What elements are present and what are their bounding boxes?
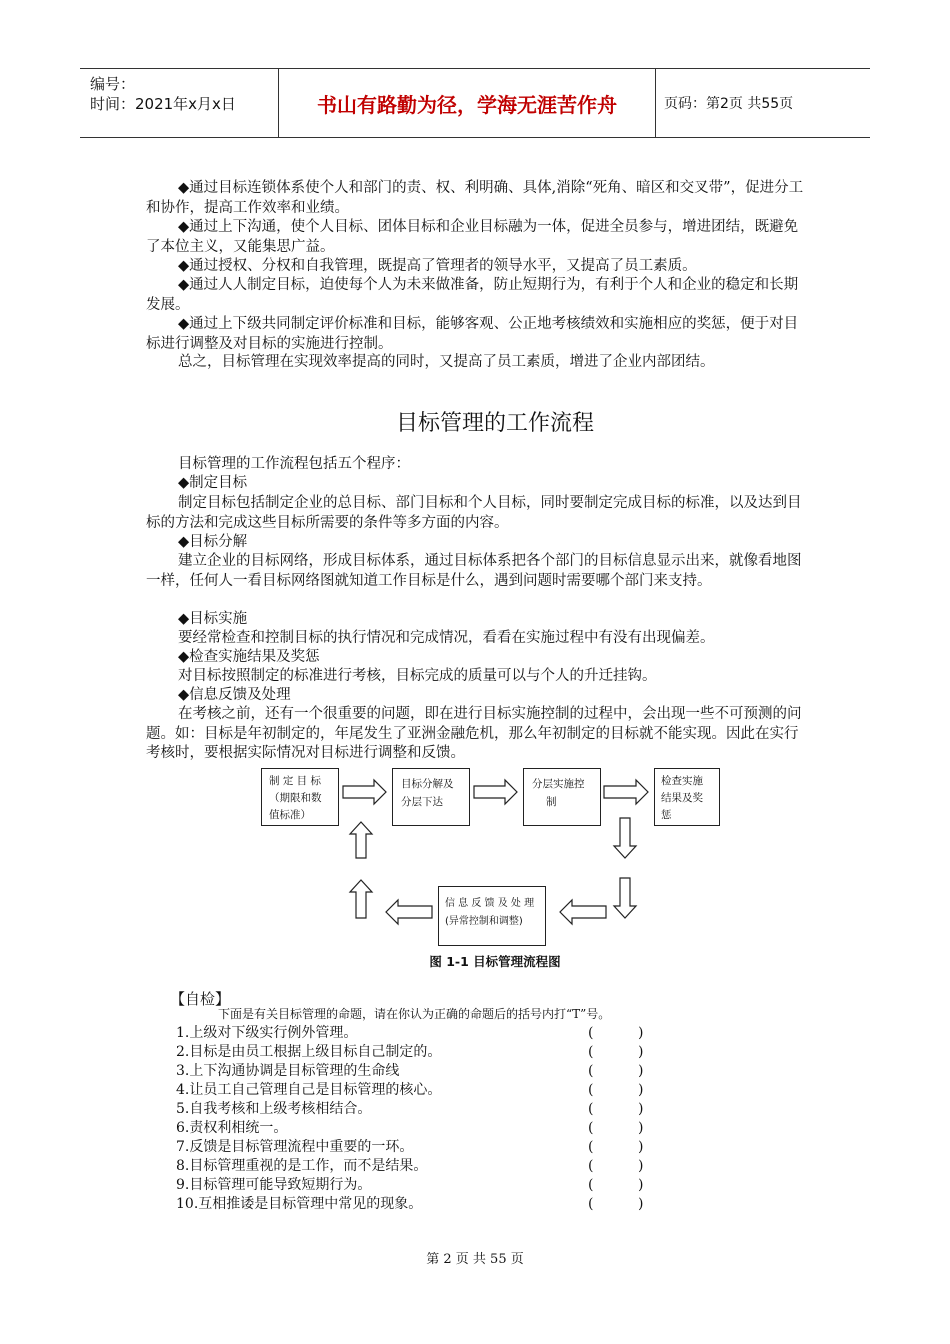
arrow-right-3 bbox=[604, 780, 648, 804]
answer-parens[interactable]: ( ) bbox=[588, 1044, 644, 1060]
step-text: 制定目标包括制定企业的总目标、部门目标和个人目标，同时要制定完成目标的标准，以及达到目标的方法和完成这些目标所需要的条件等多方面的内容。 bbox=[146, 495, 802, 531]
answer-parens[interactable]: ( ) bbox=[588, 1139, 644, 1155]
flow-box-feedback bbox=[438, 886, 546, 946]
intro-paragraph: ◆通过上下级共同制定评价标准和目标，能够客观、公正地考核绩效和实施相应的奖惩，便于对目标进行调整及对目标的实施进行控制。 bbox=[146, 316, 799, 352]
page-footer: 第 2 页 共 55 页 bbox=[426, 1252, 524, 1267]
answer-parens[interactable]: ( ) bbox=[588, 1158, 644, 1174]
flow-box-line: 制 定 目 标 bbox=[269, 775, 322, 787]
quiz-item: 7.反馈是目标管理流程中重要的一环。 bbox=[176, 1139, 414, 1155]
step-heading: ◆目标分解 bbox=[178, 534, 248, 550]
flow-box-line: 信 息 反 馈 及 处 理 bbox=[445, 898, 535, 909]
intro-paragraph: ◆通过人人制定目标，迫使每个人为未来做准备，防止短期行为，有利于个人和企业的稳定和长期发展。 bbox=[146, 277, 799, 313]
quiz-item: 8.目标管理重视的是工作，而不是结果。 bbox=[176, 1158, 428, 1174]
figure-caption: 图 1-1 目标管理流程图 bbox=[429, 954, 561, 969]
flow-box-line: 检查实施 bbox=[661, 775, 703, 787]
arrow-down-1 bbox=[614, 818, 636, 858]
flow-box-line: 惩 bbox=[661, 809, 672, 821]
flow-box-line: 分层实施控 bbox=[532, 778, 585, 790]
answer-parens[interactable]: ( ) bbox=[588, 1177, 644, 1193]
answer-parens[interactable]: ( ) bbox=[588, 1082, 644, 1098]
step-heading: ◆检查实施结果及奖惩 bbox=[178, 649, 320, 665]
quiz-item: 6.责权利相统一。 bbox=[176, 1120, 288, 1136]
self-check-title: 【自检】 bbox=[170, 990, 231, 1008]
quiz-item: 1.上级对下级实行例外管理。 bbox=[176, 1025, 358, 1041]
answer-parens[interactable]: ( ) bbox=[588, 1120, 644, 1136]
header-motto: 书山有路勤为径，学海无涯苦作舟 bbox=[279, 69, 656, 137]
step-text: 要经常检查和控制目标的执行情况和完成情况，看看在实施过程中有没有出现偏差。 bbox=[178, 630, 715, 646]
intro-paragraph: ◆通过目标连锁体系使个人和部门的责、权、利明确、具体,消除“死角、暗区和交叉带”，促进分工和协作，提高工作效率和业绩。 bbox=[146, 180, 804, 216]
step-text: 在考核之前，还有一个很重要的问题，即在进行目标实施控制的过程中，会出现一些不可预测的问题。如：目标是年初制定的，年尾发生了亚洲金融危机，那么年初制定的目标就不能实现。因此在实行考核时，要根据实际情况对目标进行调整和反馈。 bbox=[146, 706, 802, 761]
doc-number-label: 编号： bbox=[90, 75, 136, 93]
self-check-intro: 下面是有关目标管理的命题，请在你认为正确的命题后的括号内打“T”号。 bbox=[218, 1007, 611, 1021]
flow-box-line: 目标分解及 bbox=[401, 778, 454, 790]
arrow-right-2 bbox=[474, 780, 517, 804]
header-page-label: 页码：第2页 共55页 bbox=[664, 96, 794, 112]
summary-paragraph: 总之，目标管理在实现效率提高的同时，又提高了员工素质，增进了企业内部团结。 bbox=[178, 354, 715, 370]
intro-paragraph: ◆通过授权、分权和自我管理，既提高了管理者的领导水平，又提高了员工素质。 bbox=[178, 258, 697, 274]
answer-parens[interactable]: ( ) bbox=[588, 1101, 644, 1117]
answer-parens[interactable]: ( ) bbox=[588, 1025, 644, 1041]
arrow-down-2 bbox=[614, 878, 636, 918]
flow-box-line: 值标准） bbox=[269, 809, 311, 821]
step-heading: ◆目标实施 bbox=[178, 611, 248, 627]
doc-date-label: 时间：2021年x月x日 bbox=[90, 95, 236, 113]
flow-box-line: （期限和数 bbox=[269, 792, 322, 804]
section-title: 目标管理的工作流程 bbox=[395, 411, 594, 436]
arrow-up-2 bbox=[350, 822, 372, 858]
flow-box-implement bbox=[523, 768, 601, 826]
arrow-left-2 bbox=[386, 900, 432, 924]
flow-box-inspect bbox=[654, 768, 720, 826]
flow-box-line: 结果及奖 bbox=[661, 792, 703, 804]
flow-box-line: 分层下达 bbox=[401, 796, 443, 808]
arrow-left-1 bbox=[560, 900, 606, 924]
arrow-right-1 bbox=[343, 780, 386, 804]
flow-box-line: 制 bbox=[546, 796, 557, 808]
arrow-up-1 bbox=[350, 880, 372, 918]
step-heading: ◆信息反馈及处理 bbox=[178, 687, 291, 703]
workflow-intro: 目标管理的工作流程包括五个程序： bbox=[178, 456, 410, 472]
quiz-item: 2.目标是由员工根据上级目标自己制定的。 bbox=[176, 1044, 442, 1060]
quiz-item: 3.上下沟通协调是目标管理的生命线 bbox=[176, 1063, 400, 1079]
flow-box-set-goals bbox=[261, 768, 339, 826]
quiz-item: 10.互相推诿是目标管理中常见的现象。 bbox=[176, 1196, 423, 1212]
answer-parens[interactable]: ( ) bbox=[588, 1196, 644, 1212]
answer-parens[interactable]: ( ) bbox=[588, 1063, 644, 1079]
quiz-item: 5.自我考核和上级考核相结合。 bbox=[176, 1101, 372, 1117]
step-heading: ◆制定目标 bbox=[178, 475, 248, 491]
quiz-item: 9.目标管理可能导致短期行为。 bbox=[176, 1177, 372, 1193]
step-text: 建立企业的目标网络，形成目标体系，通过目标体系把各个部门的目标信息显示出来，就像看地图一样，任何人一看目标网络图就知道工作目标是什么，遇到问题时需要哪个部门来支持。 bbox=[146, 553, 802, 589]
quiz-item: 4.让员工自己管理自己是目标管理的核心。 bbox=[176, 1082, 442, 1098]
flow-box-line: (异常控制和调整) bbox=[445, 916, 523, 927]
flow-box-decompose bbox=[392, 768, 470, 826]
step-text: 对目标按照制定的标准进行考核，目标完成的质量可以与个人的升迁挂钩。 bbox=[178, 668, 657, 684]
intro-paragraph: ◆通过上下沟通，使个人目标、团体目标和企业目标融为一体，促进全员参与，增进团结，既避免了本位主义，又能集思广益。 bbox=[146, 219, 799, 255]
